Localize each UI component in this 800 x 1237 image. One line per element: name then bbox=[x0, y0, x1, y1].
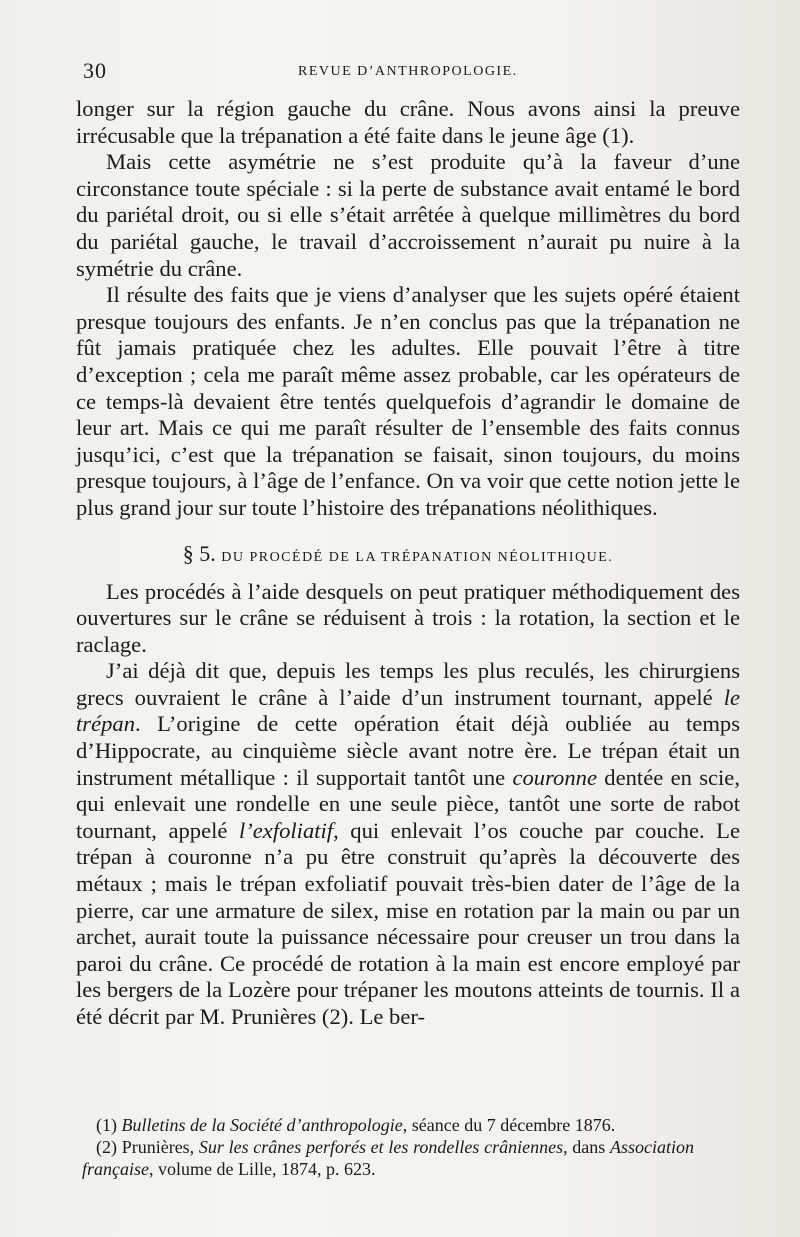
footnote-1 bbox=[82, 1114, 694, 1136]
footnote-2-title: Sur les crânes perforés et les rondelles crâniennes bbox=[198, 1137, 564, 1157]
page-number: 30 bbox=[83, 58, 107, 83]
paragraph-5-italic-exfoliatif: l’exfoliatif bbox=[238, 817, 334, 843]
paragraph-2: Mais cette asymétrie ne s’est produite qu’à la faveur d’une circonstance toute spéciale : si la perte de substance avait entamé le bord du pariétal droit, ou si elle s’était arrêtée à quelque millimètres du bord du pariétal gauche, le travail d’accroissement n’aurait pu nuire à la symétrie du crâne. bbox=[76, 149, 740, 281]
footnote-1-mark: (1) bbox=[96, 1115, 117, 1135]
paragraph-5-italic-trepan: le trépan bbox=[76, 684, 740, 737]
footnote-2 bbox=[82, 1136, 694, 1180]
paragraph-5-part-d: , qui enlevait l’os couche par couche. Le trépan à couronne n’a pu être construit qu’après la découverte des métaux ; mais le trépan exfoliatif pouvait très-bien dater de l’âge de la pierre, car une armature de silex, mise en rotation par la main ou par un archet, aurait toute la puissance nécessaire pour creuser un trou dans la paroi du crâne. Ce procédé de rotation à la main est encore employé par les bergers de la Lozère pour trépaner les moutons atteints de tournis. Il a été décrit par M. Prunières (2). Le ber- bbox=[76, 817, 740, 1029]
footnote-2-mark: (2) bbox=[96, 1137, 117, 1157]
paragraph-1: longer sur la région gauche du crâne. Nous avons ainsi la preuve irrécusable que la trépanation a été faite dans le jeune âge (1). bbox=[76, 96, 740, 148]
footnote-2-rest: , volume de Lille, 1874, p. 623. bbox=[149, 1159, 376, 1179]
paragraph-3: Il résulte des faits que je viens d’analyser que les sujets opéré étaient presque toujours des enfants. Je n’en conclus pas que la trépanation ne fût jamais pratiquée chez les adultes. Elle pouvait l’être à titre d’exception ; cela me paraît même assez probable, car les opérateurs de ce temps-là devaient être tentés quelquefois d’agrandir le domaine de leur art. Mais ce qui me paraît résulter de l’ensemble des faits connus jusqu’ici, c’est que la trépanation se faisait, sinon toujours, du moins presque toujours, à l’âge de l’enfance. On va voir que cette notion jette le plus grand jour sur toute l’histoire des trépanations néolithiques. bbox=[76, 282, 740, 520]
paragraph-5 bbox=[76, 658, 740, 1030]
paragraph-5-italic-couronne: couronne bbox=[512, 764, 597, 790]
page-header bbox=[83, 58, 743, 88]
section-title: DU PROCÉDÉ DE LA TRÉPANATION NÉOLITHIQUE. bbox=[221, 549, 614, 565]
section-number: § 5. bbox=[182, 540, 216, 566]
paragraph-5-part-a: J’ai déjà dit que, depuis les temps les plus reculés, les chirurgiens grecs ouvraient le crâne à l’aide d’un instrument tournant, appelé bbox=[76, 658, 740, 710]
footnote-1-rest: , séance du 7 décembre 1876. bbox=[402, 1115, 616, 1135]
section-heading bbox=[76, 541, 740, 571]
footnote-2-mid: , dans bbox=[563, 1137, 610, 1157]
paragraph-5-part-c: dentée en scie, qui enlevait une rondelle en une seule pièce, tantôt une sorte de rabot tournant, appelé bbox=[76, 764, 740, 843]
paragraph-5-part-b: . L’origine de cette opération était déjà oubliée au temps d’Hippocrate, au cinquième siècle avant notre ère. Le trépan était un instrument métallique : il supportait tantôt une bbox=[76, 711, 740, 790]
footnotes bbox=[82, 1114, 694, 1180]
footnote-1-title: Bulletins de la Société d’anthropologie bbox=[121, 1115, 403, 1135]
body-text bbox=[76, 96, 740, 1031]
running-head: REVUE D’ANTHROPOLOGIE. bbox=[298, 64, 518, 79]
footnote-2-venue: Association française bbox=[82, 1137, 694, 1179]
footnote-2-author: Prunières, bbox=[121, 1137, 199, 1157]
paragraph-4: Les procédés à l’aide desquels on peut pratiquer méthodiquement des ouvertures sur le crâne se réduisent à trois : la rotation, la section et le raclage. bbox=[76, 578, 740, 657]
